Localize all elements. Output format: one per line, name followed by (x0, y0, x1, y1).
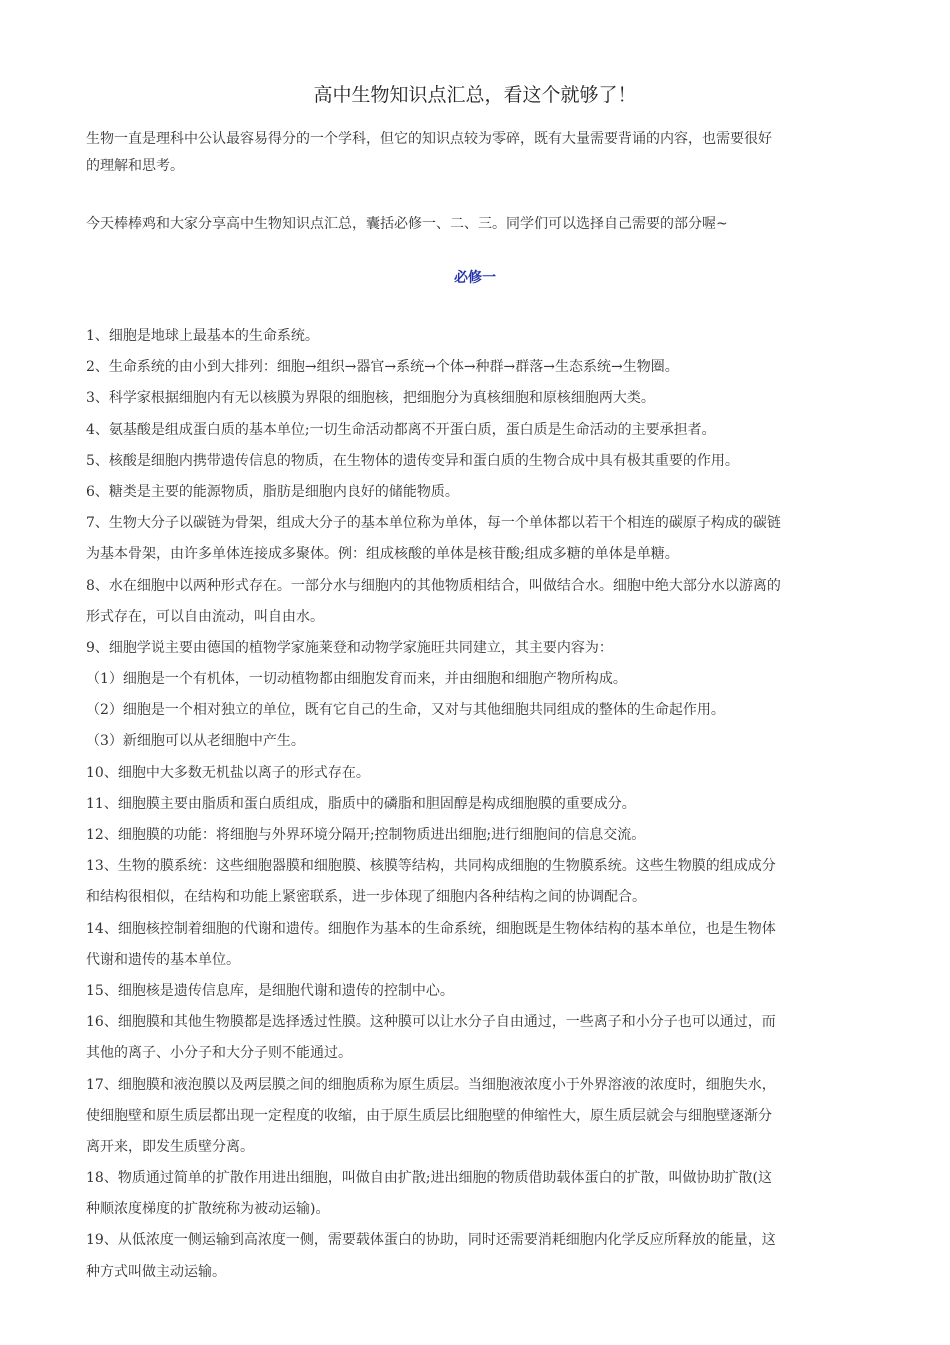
text-line: 10、细胞中大多数无机盐以离子的形式存在。 (86, 764, 370, 781)
page-title: 高中生物知识点汇总，看这个就够了！ (313, 84, 637, 106)
text-line: 其他的离子、小分子和大分子则不能通过。 (86, 1045, 352, 1062)
text-line: 13、生物的膜系统：这些细胞器膜和细胞膜、核膜等结构，共同构成细胞的生物膜系统。这些生物膜的组成成分 (86, 858, 776, 875)
text-line: 形式存在，可以自由流动，叫自由水。 (86, 608, 324, 625)
text-line: 和结构很相似，在结构和功能上紧密联系，进一步体现了细胞内各种结构之间的协调配合。 (86, 889, 646, 906)
text-line: 3、科学家根据细胞内有无以核膜为界限的细胞核，把细胞分为真核细胞和原核细胞两大类。 (86, 390, 655, 407)
intro-line-1: 生物一直是理科中公认最容易得分的一个学科，但它的知识点较为零碎，既有大量需要背诵的内容，也需要很好 (86, 131, 772, 147)
knowledge-list (86, 321, 876, 1288)
text-line: 16、细胞膜和其他生物膜都是选择透过性膜。这种膜可以让水分子自由通过，一些离子和小分子也可以通过，而 (86, 1014, 776, 1031)
text-line: 使细胞壁和原生质层都出现一定程度的收缩，由于原生质层比细胞壁的伸缩性大，原生质层就会与细胞壁逐渐分 (86, 1107, 772, 1124)
section-heading: 必修一 (454, 270, 496, 286)
text-line: 7、生物大分子以碳链为骨架，组成大分子的基本单位称为单体，每一个单体都以若干个相连的碳原子构成的碳链 (86, 515, 781, 532)
text-line: 1、细胞是地球上最基本的生命系统。 (86, 328, 319, 344)
text-line: 15、细胞核是遗传信息库，是细胞代谢和遗传的控制中心。 (86, 982, 454, 999)
text-line: 代谢和遗传的基本单位。 (86, 951, 240, 968)
text-line: （1）细胞是一个有机体，一切动植物都由细胞发育而来，并由细胞和细胞产物所构成。 (86, 671, 627, 688)
text-line: 8、水在细胞中以两种形式存在。一部分水与细胞内的其他物质相结合，叫做结合水。细胞中绝大部分水以游离的 (86, 577, 781, 594)
text-line: 11、细胞膜主要由脂质和蛋白质组成，脂质中的磷脂和胆固醇是构成细胞膜的重要成分。 (86, 795, 636, 812)
text-line: 为基本骨架，由许多单体连接成多聚体。例：组成核酸的单体是核苷酸;组成多糖的单体是单糖。 (86, 546, 679, 563)
text-line: 9、细胞学说主要由德国的植物学家施莱登和动物学家施旺共同建立，其主要内容为： (86, 639, 613, 656)
text-line: 4、氨基酸是组成蛋白质的基本单位;一切生命活动都离不开蛋白质，蛋白质是生命活动的主要承担者。 (86, 421, 716, 438)
intro-line-3: 今天棒棒鸡和大家分享高中生物知识点汇总，囊括必修一、二、三。同学们可以选择自己需要的部分喔~ (86, 216, 728, 232)
text-line: 17、细胞膜和液泡膜以及两层膜之间的细胞质称为原生质层。当细胞液浓度小于外界溶液的浓度时，细胞失水， (86, 1076, 776, 1093)
text-line: 12、细胞膜的功能：将细胞与外界环境分隔开;控制物质进出细胞;进行细胞间的信息交流。 (86, 827, 646, 843)
text-line: 14、细胞核控制着细胞的代谢和遗传。细胞作为基本的生命系统，细胞既是生物体结构的基本单位，也是生物体 (86, 920, 776, 937)
text-line: （2）细胞是一个相对独立的单位，既有它自己的生命，又对与其他细胞共同组成的整体的生命起作用。 (86, 702, 725, 719)
text-line: （3）新细胞可以从老细胞中产生。 (86, 733, 305, 750)
text-line: 19、从低浓度一侧运输到高浓度一侧，需要载体蛋白的协助，同时还需要消耗细胞内化学反应所释放的能量，这 (86, 1232, 776, 1249)
text-line: 5、核酸是细胞内携带遗传信息的物质，在生物体的遗传变异和蛋白质的生物合成中具有极其重要的作用。 (86, 452, 739, 469)
text-line: 6、糖类是主要的能源物质，脂肪是细胞内良好的储能物质。 (86, 483, 459, 500)
text-line: 18、物质通过简单的扩散作用进出细胞，叫做自由扩散;进出细胞的物质借助载体蛋白的扩散，叫做协助扩散(这 (86, 1170, 772, 1187)
text-line: 2、生命系统的由小到大排列：细胞→组织→器官→系统→个体→种群→群落→生态系统→生物圈。 (86, 359, 679, 376)
text-line: 种方式叫做主动运输。 (86, 1263, 226, 1280)
intro-line-2: 的理解和思考。 (86, 158, 184, 174)
text-line: 种顺浓度梯度的扩散统称为被动运输)。 (86, 1201, 330, 1218)
text-line: 离开来，即发生质壁分离。 (86, 1138, 254, 1155)
